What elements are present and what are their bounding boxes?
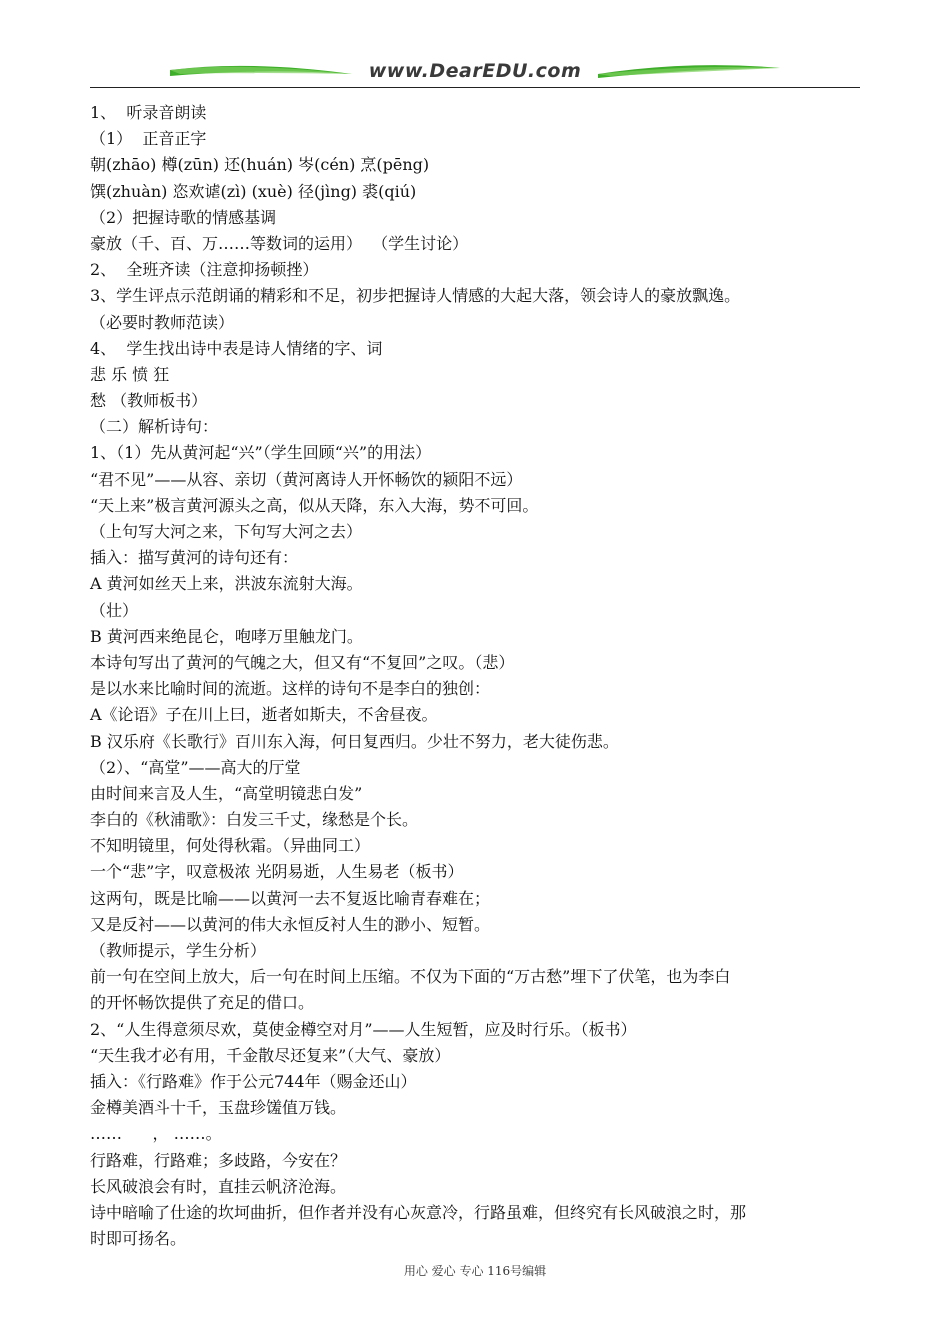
text-line: “天生我才必有用，千金散尽还复来”（大气、豪放） <box>90 1045 451 1065</box>
text-line: 行路难，行路难；多歧路，今安在？ <box>90 1150 347 1170</box>
text-line: B 黄河西来绝昆仑，咆哮万里触龙门。 <box>90 626 363 646</box>
text-line: A 黄河如丝天上来，洪波东流射大海。 <box>90 574 363 594</box>
text-line: 本诗句写出了黄河的气魄之大，但又有“不复回”之叹。（悲） <box>90 652 515 672</box>
text-line: 3、学生评点示范朗诵的精彩和不足，初步把握诗人情感的大起大落，领会诗人的豪放飘逸。 <box>90 286 741 306</box>
text-line: 愁 （教师板书） <box>90 391 208 411</box>
text-line: （教师提示，学生分析） <box>90 941 267 960</box>
text-line: 是以水来比喻时间的流逝。这样的诗句不是李白的独创： <box>90 679 491 699</box>
text-line: 金樽美酒斗十千，玉盘珍馐值万钱。 <box>90 1098 347 1118</box>
text-line: （2）把握诗歌的情感基调 <box>90 207 277 227</box>
text-line: 馔(zhuàn) 恣欢谑(zì) (xuè) 径(jìng) 裘(qiú) <box>90 181 417 201</box>
text-line: 诗中暗喻了仕途的坎坷曲折，但作者并没有心灰意冷，行路虽难，但终究有长风破浪之时，那 <box>90 1202 747 1222</box>
text-line: 朝(zhāo) 樽(zūn) 还(huán) 岑(cén) 烹(pēng) <box>90 155 430 175</box>
page-footer: 用心 爱心 专心 116号编辑 <box>403 1264 547 1278</box>
text-line: 的开怀畅饮提供了充足的借口。 <box>90 993 315 1013</box>
text-line: 1、（1）先从黄河起“兴”（学生回顾“兴”的用法） <box>90 443 432 463</box>
text-line: 由时间来言及人生，“高堂明镜悲白发” <box>90 783 363 803</box>
text-line: 长风破浪会有时，直挂云帆济沧海。 <box>90 1176 347 1196</box>
text-line: 插入：描写黄河的诗句还有： <box>90 548 299 568</box>
site-header-banner <box>90 56 860 90</box>
text-line: 前一句在空间上放大，后一句在时间上压缩。不仅为下面的“万古愁”埋下了伏笔，也为李白 <box>90 967 731 987</box>
text-line: （壮） <box>90 600 139 620</box>
text-line: 插入：《行路难》作于公元744年（赐金还山） <box>90 1071 417 1091</box>
text-line: 豪放（千、百、万……等数词的运用） （学生讨论） <box>90 233 469 253</box>
text-line: “君不见”——从容、亲切（黄河离诗人开怀畅饮的颍阳不远） <box>90 469 523 489</box>
text-line: 1、 听录音朗读 <box>90 103 207 122</box>
document-body <box>90 100 865 1252</box>
text-line: 不知明镜里，何处得秋霜。（异曲同工） <box>90 836 371 856</box>
text-line: “天上来”极言黄河源头之高，似从天降，东入大海，势不可回。 <box>90 495 539 515</box>
text-line: 4、 学生找出诗中表是诗人情绪的字、词 <box>90 338 383 358</box>
text-line: 悲 乐 愤 狂 <box>90 364 170 384</box>
text-line: 一个“悲”字，叹意极浓 光阴易逝，人生易老（板书） <box>90 862 464 882</box>
text-line: （二）解析诗句： <box>90 417 219 437</box>
text-line: A《论语》子在川上曰，逝者如斯夫，不舍昼夜。 <box>90 705 438 725</box>
text-line: （1） 正音正字 <box>90 129 207 149</box>
text-line: 时即可扬名。 <box>90 1229 187 1249</box>
text-line: （2）、“高堂”——高大的厅堂 <box>90 757 301 777</box>
text-line: （上句写大河之来，下句写大河之去） <box>90 522 363 541</box>
text-line: 李白的《秋浦歌》：白发三千丈，缘愁是个长。 <box>90 810 419 830</box>
text-line: （必要时教师范读） <box>90 312 235 332</box>
text-line: 又是反衬——以黄河的伟大永恒反衬人生的渺小、短暂。 <box>90 914 491 934</box>
header-divider <box>90 87 860 88</box>
site-logo-text: www.DearEDU.com <box>368 60 582 82</box>
text-line: …… ， ……。 <box>90 1124 222 1144</box>
text-line: B 汉乐府《长歌行》百川东入海，何日复西归。少壮不努力，老大徒伤悲。 <box>90 731 619 751</box>
text-line: 这两句，既是比喻——以黄河一去不复返比喻青春难在； <box>90 888 491 908</box>
text-line: 2、“人生得意须尽欢，莫使金樽空对月”——人生短暂，应及时行乐。（板书） <box>90 1019 637 1039</box>
text-line: 2、 全班齐读（注意抑扬顿挫） <box>90 260 319 280</box>
